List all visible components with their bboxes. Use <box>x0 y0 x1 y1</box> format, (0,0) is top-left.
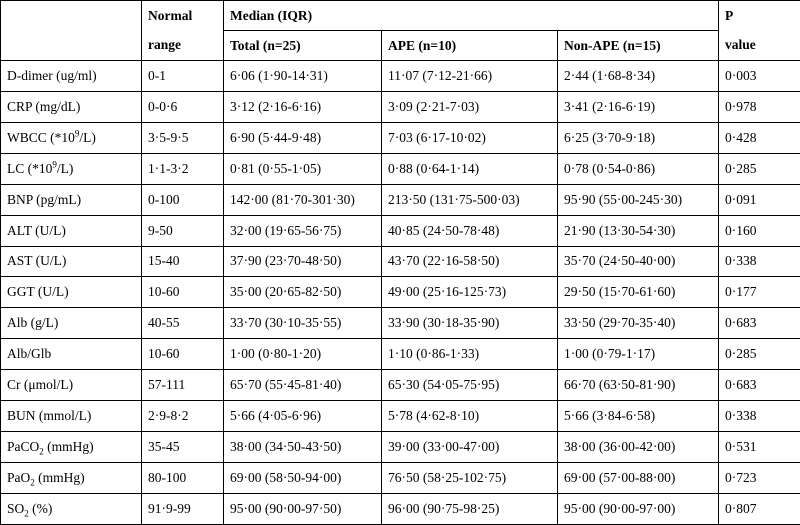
p-value: 0·338 <box>719 246 800 277</box>
parameter-label: D-dimer (ug/ml) <box>7 67 97 83</box>
parameter-unit: /L) <box>79 129 96 145</box>
non-ape-value: 6·25 (3·70-9·18) <box>558 122 719 153</box>
p-value: 0·160 <box>719 215 800 246</box>
parameter-name <box>1 153 142 184</box>
header-blank-2 <box>1 31 142 61</box>
p-value: 0·003 <box>719 61 800 92</box>
total-value: 37·90 (23·70-48·50) <box>224 246 382 277</box>
total-value: 6·06 (1·90-14·31) <box>224 61 382 92</box>
parameter-superscript: 9 <box>74 128 80 139</box>
parameter-unit: /L) <box>56 160 74 176</box>
parameter-label: PaO <box>7 469 31 485</box>
total-value: 38·00 (34·50-43·50) <box>224 432 382 463</box>
table-row <box>1 246 800 277</box>
table-row <box>1 277 800 308</box>
ape-value: 49·00 (25·16-125·73) <box>382 277 558 308</box>
normal-range: 91·9-99 <box>142 493 224 524</box>
p-value: 0·285 <box>719 153 800 184</box>
normal-range: 10-60 <box>142 339 224 370</box>
parameter-label: Alb (g/L) <box>7 315 59 331</box>
ape-value: 96·00 (90·75-98·25) <box>382 493 558 524</box>
ape-value: 39·00 (33·00-47·00) <box>382 432 558 463</box>
non-ape-value: 5·66 (3·84-6·58) <box>558 401 719 432</box>
non-ape-value: 95·00 (90·00-97·00) <box>558 493 719 524</box>
normal-range: 80-100 <box>142 462 224 493</box>
parameter-label: GGT (U/L) <box>7 284 69 300</box>
parameter-name <box>1 91 142 122</box>
ape-value: 1·10 (0·86-1·33) <box>382 339 558 370</box>
parameter-name <box>1 401 142 432</box>
normal-range: 57-111 <box>142 370 224 401</box>
ape-value: 3·09 (2·21-7·03) <box>382 91 558 122</box>
p-value: 0·531 <box>719 432 800 463</box>
p-value: 0·428 <box>719 122 800 153</box>
normal-range: 15-40 <box>142 246 224 277</box>
parameter-label: Cr (μmol/L) <box>7 377 74 393</box>
ape-value: 213·50 (131·75-500·03) <box>382 184 558 215</box>
parameter-label: ALT (U/L) <box>7 222 66 238</box>
parameter-name <box>1 308 142 339</box>
total-value: 3·12 (2·16-6·16) <box>224 91 382 122</box>
header-blank <box>1 1 142 31</box>
normal-range: 9-50 <box>142 215 224 246</box>
total-value: 69·00 (58·50-94·00) <box>224 462 382 493</box>
parameter-name <box>1 246 142 277</box>
non-ape-value: 2·44 (1·68-8·34) <box>558 61 719 92</box>
table-body <box>1 61 800 525</box>
parameter-subscript: 2 <box>24 508 29 519</box>
normal-range: 40-55 <box>142 308 224 339</box>
total-value: 6·90 (5·44-9·48) <box>224 122 382 153</box>
normal-range: 0-0·6 <box>142 91 224 122</box>
parameter-label: AST (U/L) <box>7 253 67 269</box>
parameter-label: BNP (pg/mL) <box>7 191 82 207</box>
ape-value: 76·50 (58·25-102·75) <box>382 462 558 493</box>
ape-value: 33·90 (30·18-35·90) <box>382 308 558 339</box>
ape-value: 7·03 (6·17-10·02) <box>382 122 558 153</box>
p-value: 0·177 <box>719 277 800 308</box>
p-value: 0·091 <box>719 184 800 215</box>
non-ape-value: 66·70 (63·50-81·90) <box>558 370 719 401</box>
parameter-label: BUN (mmol/L) <box>7 408 92 424</box>
ape-value: 0·88 (0·64-1·14) <box>382 153 558 184</box>
total-value: 5·66 (4·05-6·96) <box>224 401 382 432</box>
normal-range: 0-100 <box>142 184 224 215</box>
total-value: 1·00 (0·80-1·20) <box>224 339 382 370</box>
non-ape-value: 95·90 (55·00-245·30) <box>558 184 719 215</box>
header-non-ape: Non-APE (n=15) <box>558 31 719 61</box>
normal-range: 0-1 <box>142 61 224 92</box>
parameter-subscript: 2 <box>30 477 35 488</box>
parameter-name <box>1 184 142 215</box>
parameter-name <box>1 370 142 401</box>
p-value: 0·683 <box>719 370 800 401</box>
table-row <box>1 184 800 215</box>
parameter-superscript: 9 <box>52 159 57 170</box>
total-value: 0·81 (0·55-1·05) <box>224 153 382 184</box>
table-row <box>1 122 800 153</box>
header-normal-line1: Normal <box>142 1 224 31</box>
p-value: 0·723 <box>719 462 800 493</box>
table-row <box>1 432 800 463</box>
p-value: 0·807 <box>719 493 800 524</box>
table-row <box>1 61 800 92</box>
parameter-name <box>1 462 142 493</box>
table-row <box>1 91 800 122</box>
ape-value: 5·78 (4·62-8·10) <box>382 401 558 432</box>
ape-value: 11·07 (7·12-21·66) <box>382 61 558 92</box>
non-ape-value: 38·00 (36·00-42·00) <box>558 432 719 463</box>
parameter-label: SO <box>7 500 25 516</box>
non-ape-value: 3·41 (2·16-6·19) <box>558 91 719 122</box>
header-row-2 <box>1 31 800 61</box>
non-ape-value: 69·00 (57·00-88·00) <box>558 462 719 493</box>
normal-range: 35-45 <box>142 432 224 463</box>
parameter-label: WBCC (*10 <box>7 129 75 145</box>
total-value: 33·70 (30·10-35·55) <box>224 308 382 339</box>
header-median-iqr: Median (IQR) <box>224 1 719 31</box>
p-value: 0·683 <box>719 308 800 339</box>
total-value: 32·00 (19·65-56·75) <box>224 215 382 246</box>
header-row-1 <box>1 1 800 31</box>
table-row <box>1 339 800 370</box>
table-row <box>1 153 800 184</box>
parameter-label: PaCO <box>7 439 40 455</box>
parameter-subscript: 2 <box>39 446 44 457</box>
parameter-name <box>1 277 142 308</box>
table-row <box>1 370 800 401</box>
ape-value: 43·70 (22·16-58·50) <box>382 246 558 277</box>
non-ape-value: 21·90 (13·30-54·30) <box>558 215 719 246</box>
total-value: 65·70 (55·45-81·40) <box>224 370 382 401</box>
total-value: 35·00 (20·65-82·50) <box>224 277 382 308</box>
header-normal-line2: range <box>142 31 224 61</box>
parameter-unit: (mmHg) <box>43 439 94 455</box>
p-value: 0·338 <box>719 401 800 432</box>
non-ape-value: 29·50 (15·70-61·60) <box>558 277 719 308</box>
non-ape-value: 35·70 (24·50-40·00) <box>558 246 719 277</box>
table-row <box>1 308 800 339</box>
table-row <box>1 401 800 432</box>
p-value: 0·285 <box>719 339 800 370</box>
normal-range: 3·5-9·5 <box>142 122 224 153</box>
ape-value: 65·30 (54·05-75·95) <box>382 370 558 401</box>
normal-range: 1·1-3·2 <box>142 153 224 184</box>
normal-range: 2·9-8·2 <box>142 401 224 432</box>
non-ape-value: 0·78 (0·54-0·86) <box>558 153 719 184</box>
non-ape-value: 1·00 (0·79-1·17) <box>558 339 719 370</box>
ape-value: 40·85 (24·50-78·48) <box>382 215 558 246</box>
parameter-name <box>1 61 142 92</box>
total-value: 142·00 (81·70-301·30) <box>224 184 382 215</box>
parameter-name <box>1 432 142 463</box>
header-p-line1: P <box>719 1 800 31</box>
parameter-name <box>1 493 142 524</box>
table-row <box>1 462 800 493</box>
header-p-line2: value <box>719 31 800 61</box>
parameter-name <box>1 215 142 246</box>
normal-range: 10-60 <box>142 277 224 308</box>
table-row <box>1 493 800 524</box>
total-value: 95·00 (90·00-97·50) <box>224 493 382 524</box>
parameter-label: Alb/Glb <box>7 346 52 362</box>
parameter-name <box>1 122 142 153</box>
parameter-unit: (mmHg) <box>34 469 85 485</box>
table-row <box>1 215 800 246</box>
parameter-name <box>1 339 142 370</box>
parameter-unit: (%) <box>28 500 53 516</box>
parameter-label: CRP (mg/dL) <box>7 98 81 114</box>
parameter-label: LC (*10 <box>7 160 53 176</box>
non-ape-value: 33·50 (29·70-35·40) <box>558 308 719 339</box>
header-total: Total (n=25) <box>224 31 382 61</box>
p-value: 0·978 <box>719 91 800 122</box>
header-ape: APE (n=10) <box>382 31 558 61</box>
